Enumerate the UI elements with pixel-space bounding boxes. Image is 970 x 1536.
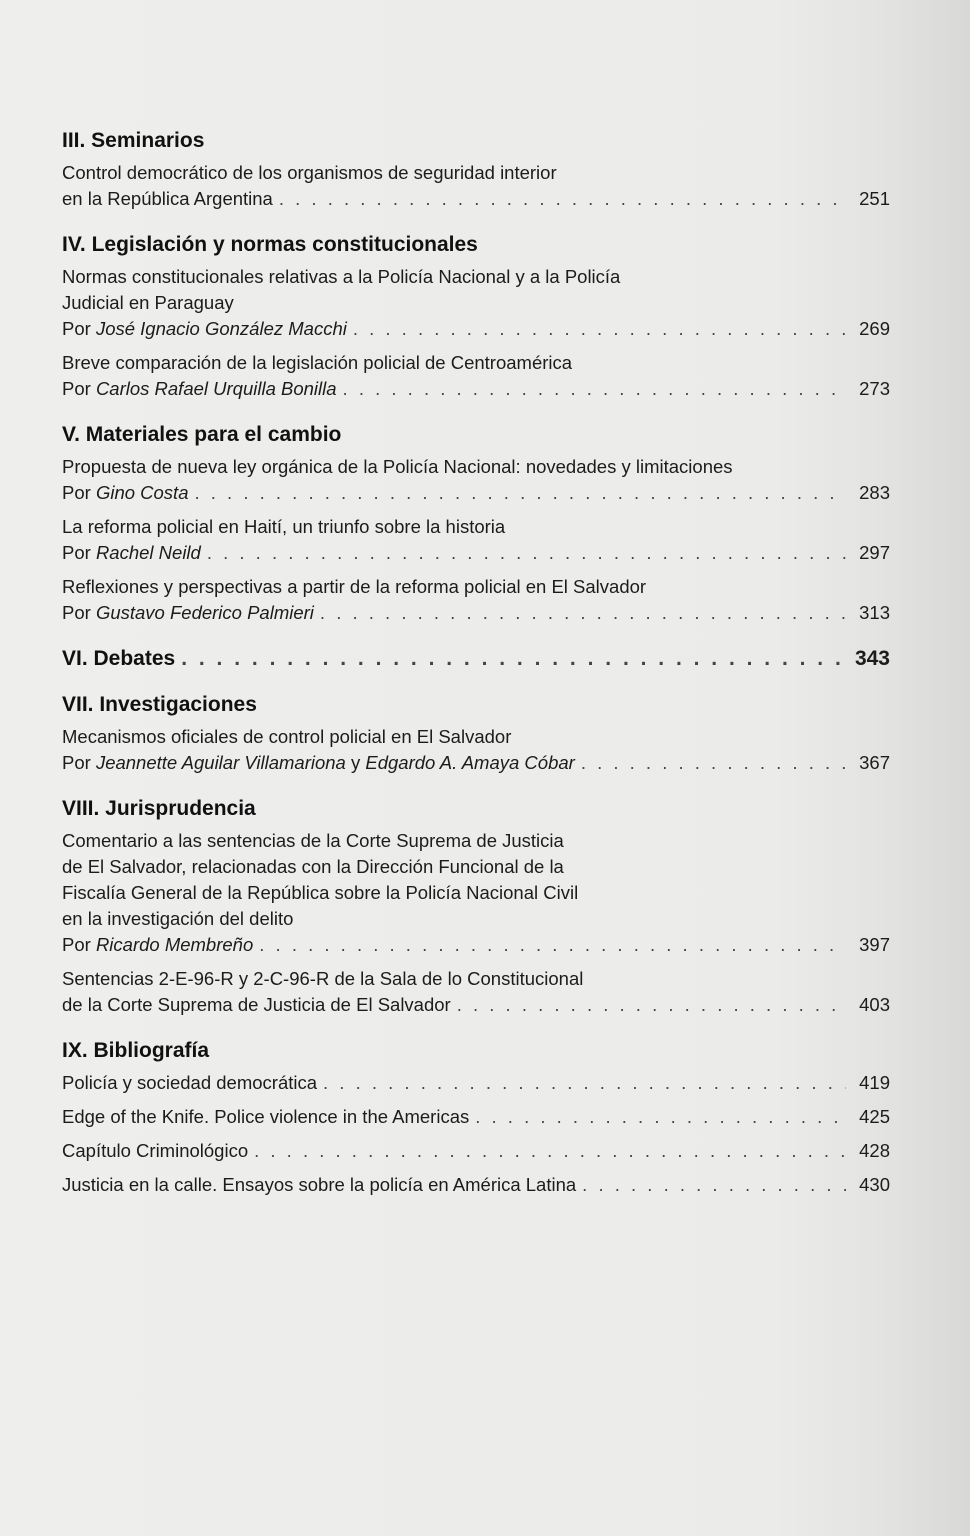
entry-title-line: Capítulo Criminológico <box>62 1140 249 1161</box>
author-prefix: Por <box>62 752 96 773</box>
toc-entry <box>62 966 890 1018</box>
leader-dots <box>207 540 846 566</box>
leader-dots <box>254 1138 846 1164</box>
author-name: Ricardo Membreño <box>95 934 254 955</box>
section-heading: III. Seminarios <box>62 129 205 152</box>
leader-dots <box>475 1104 846 1130</box>
author-prefix: Por <box>62 482 96 503</box>
toc-section <box>62 422 890 626</box>
entry-lead <box>62 376 337 402</box>
page-number: 425 <box>859 1106 890 1127</box>
entry-title-line: Policía y sociedad democrática <box>62 1072 318 1093</box>
entry-title-line: Sentencias 2-E-96-R y 2-C-96-R de la Sala de lo Constitucional <box>62 968 584 989</box>
section-heading: IV. Legislación y normas constitucionales <box>62 233 478 256</box>
entry-title-line: de la Corte Suprema de Justicia de El Salvador <box>62 994 451 1015</box>
toc-entry <box>62 514 890 566</box>
entry-last-line <box>62 1172 890 1198</box>
author-prefix: Por <box>62 602 96 623</box>
toc-entry <box>62 828 890 958</box>
author-name: Gustavo Federico Palmieri <box>95 602 314 623</box>
entry-lead <box>62 932 253 958</box>
entry-last-line <box>62 1104 890 1130</box>
leader-dots <box>320 600 846 626</box>
entry-lead <box>62 750 575 776</box>
page-number: 297 <box>859 542 890 563</box>
toc-section <box>62 232 890 402</box>
entry-lead <box>62 186 273 212</box>
toc-entry <box>62 724 890 776</box>
entry-lead <box>62 1070 317 1096</box>
toc-entry <box>62 574 890 626</box>
section-heading-row <box>62 646 890 672</box>
page-number: 397 <box>859 934 890 955</box>
page-number: 430 <box>859 1174 890 1195</box>
entry-title-line: Propuesta de nueva ley orgánica de la Policía Nacional: novedades y limitaciones <box>62 456 733 477</box>
entry-last-line <box>62 480 890 506</box>
entry-last-line <box>62 932 890 958</box>
author-prefix: Por <box>62 934 96 955</box>
entry-last-line <box>62 1070 890 1096</box>
page-number: 367 <box>859 752 890 773</box>
toc-entry <box>62 350 890 402</box>
toc-section <box>62 1038 890 1198</box>
toc-entry <box>62 1070 890 1096</box>
entry-last-line <box>62 540 890 566</box>
entry-lead <box>62 316 347 342</box>
section-heading: VII. Investigaciones <box>62 693 257 716</box>
entry-lead <box>62 600 314 626</box>
section-heading: VI. Debates <box>62 647 176 670</box>
toc-entry <box>62 264 890 342</box>
entry-lead <box>62 992 451 1018</box>
section-heading: V. Materiales para el cambio <box>62 423 342 446</box>
leader-dots <box>279 186 846 212</box>
entry-lead <box>62 1172 576 1198</box>
leader-dots <box>323 1070 846 1096</box>
page-number: 313 <box>859 602 890 623</box>
section-heading: IX. Bibliografía <box>62 1039 210 1062</box>
author-name: José Ignacio González Macchi <box>95 318 347 339</box>
page-number: 283 <box>859 482 890 503</box>
page-number: 251 <box>859 188 890 209</box>
page-number: 428 <box>859 1140 890 1161</box>
author-name: Edgardo A. Amaya Cóbar <box>365 752 575 773</box>
entry-last-line <box>62 1138 890 1164</box>
entry-title-line: de El Salvador, relacionadas con la Dirección Funcional de la <box>62 856 564 877</box>
entry-lead <box>62 480 188 506</box>
entry-last-line <box>62 186 890 212</box>
page-number: 269 <box>859 318 890 339</box>
entry-title-line: La reforma policial en Haití, un triunfo sobre la historia <box>62 516 506 537</box>
table-of-contents <box>62 128 890 1218</box>
leader-dots <box>194 480 846 506</box>
entry-last-line <box>62 316 890 342</box>
leader-dots <box>259 932 846 958</box>
entry-title-line: en la República Argentina <box>62 188 273 209</box>
toc-entry <box>62 1172 890 1198</box>
author-joiner: y <box>345 752 366 773</box>
leader-dots <box>353 316 846 342</box>
entry-title-line: Normas constitucionales relativas a la Policía Nacional y a la Policía <box>62 266 621 287</box>
page-number: 273 <box>859 378 890 399</box>
entry-title-line: Fiscalía General de la República sobre la Policía Nacional Civil <box>62 882 579 903</box>
author-name: Rachel Neild <box>95 542 201 563</box>
entry-last-line <box>62 600 890 626</box>
entry-title-line: en la investigación del delito <box>62 908 294 929</box>
page-number: 343 <box>854 647 890 670</box>
author-prefix: Por <box>62 542 96 563</box>
entry-lead <box>62 1138 248 1164</box>
author-name: Gino Costa <box>95 482 189 503</box>
entry-title-line: Comentario a las sentencias de la Corte Suprema de Justicia <box>62 830 564 851</box>
author-name: Jeannette Aguilar Villamariona <box>95 752 346 773</box>
entry-title-line: Reflexiones y perspectivas a partir de la reforma policial en El Salvador <box>62 576 647 597</box>
toc-section <box>62 692 890 776</box>
entry-title-line: Justicia en la calle. Ensayos sobre la policía en América Latina <box>62 1174 577 1195</box>
page-number: 403 <box>859 994 890 1015</box>
toc-section <box>62 646 890 672</box>
toc-section <box>62 128 890 212</box>
entry-title-line: Control democrático de los organismos de seguridad interior <box>62 162 557 183</box>
page-number: 419 <box>859 1072 890 1093</box>
author-prefix: Por <box>62 318 96 339</box>
toc-entry <box>62 160 890 212</box>
entry-title-line: Judicial en Paraguay <box>62 292 234 313</box>
leader-dots <box>457 992 846 1018</box>
toc-entry <box>62 1104 890 1130</box>
leader-dots <box>343 376 846 402</box>
entry-title-line: Edge of the Knife. Police violence in the Americas <box>62 1106 470 1127</box>
entry-last-line <box>62 992 890 1018</box>
leader-dots <box>581 750 846 776</box>
toc-entry <box>62 1138 890 1164</box>
entry-lead <box>62 540 201 566</box>
author-name: Carlos Rafael Urquilla Bonilla <box>95 378 337 399</box>
entry-last-line <box>62 750 890 776</box>
entry-title-line: Mecanismos oficiales de control policial en El Salvador <box>62 726 512 747</box>
section-heading: VIII. Jurisprudencia <box>62 797 256 820</box>
entry-title-line: Breve comparación de la legislación policial de Centroamérica <box>62 352 573 373</box>
toc-entry <box>62 454 890 506</box>
leader-dots <box>582 1172 846 1198</box>
author-prefix: Por <box>62 378 96 399</box>
entry-lead <box>62 1104 469 1130</box>
toc-section <box>62 796 890 1018</box>
leader-dots <box>181 646 846 672</box>
entry-last-line <box>62 376 890 402</box>
